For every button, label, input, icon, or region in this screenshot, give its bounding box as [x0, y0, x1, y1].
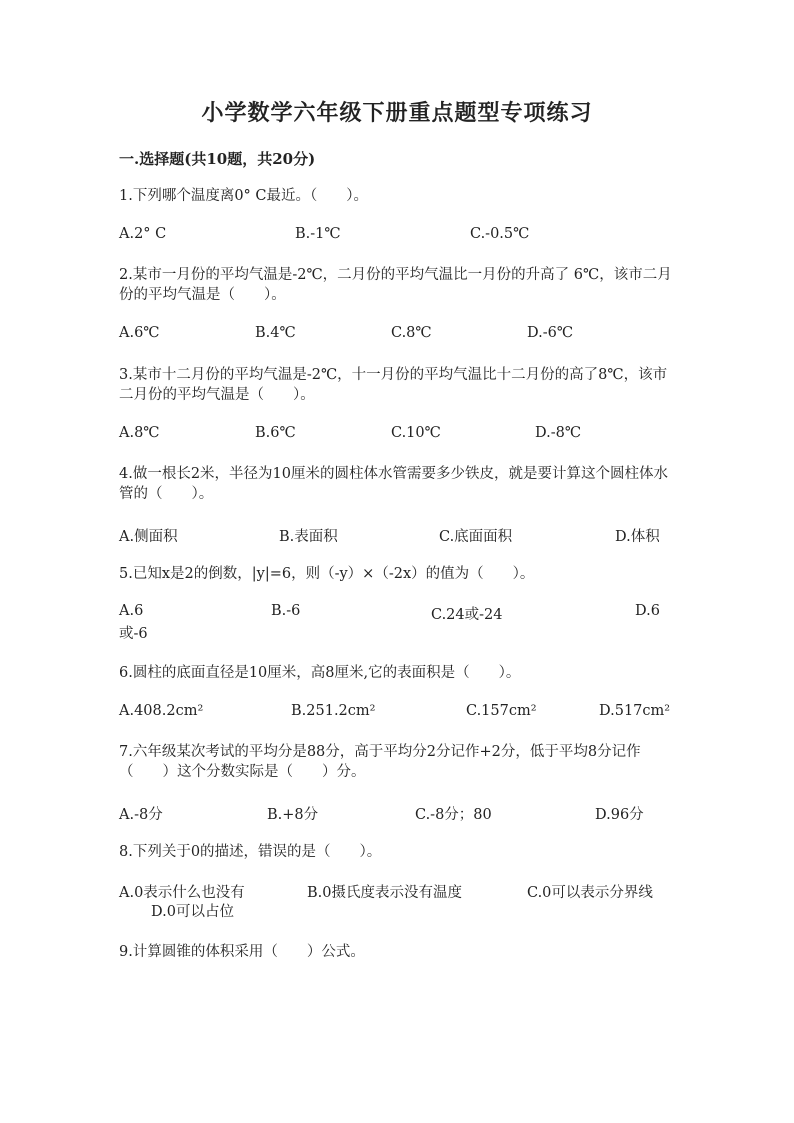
question-3-option-b[interactable]: B.6℃: [255, 425, 296, 441]
question-3-option-c[interactable]: C.10℃: [391, 425, 441, 441]
question-4-option-b[interactable]: B.表面积: [279, 529, 338, 545]
question-5-option-b[interactable]: B.-6: [271, 603, 301, 619]
question-3-stem: 3.某市十二月份的平均气温是-2℃，十一月份的平均气温比十二月份的高了8℃，该市二月份的平均气温是（ ）。: [119, 367, 668, 403]
question-1-stem: 1.下列哪个温度离0° C最近。（ ）。: [119, 188, 369, 204]
question-2-option-d[interactable]: D.-6℃: [527, 325, 574, 341]
question-8-stem: 8.下列关于0的描述，错误的是（ ）。: [119, 844, 382, 860]
question-4-option-d[interactable]: D.体积: [615, 529, 660, 545]
question-8-option-c[interactable]: C.0可以表示分界线: [527, 885, 653, 901]
question-1-option-c[interactable]: C.-0.5℃: [470, 226, 530, 242]
question-2-option-c[interactable]: C.8℃: [391, 325, 432, 341]
question-1-option-b[interactable]: B.-1℃: [295, 226, 341, 242]
question-6-option-d[interactable]: D.517cm²: [599, 703, 671, 719]
question-7-option-a[interactable]: A.-8分: [119, 807, 163, 823]
question-6-option-c[interactable]: C.157cm²: [466, 703, 537, 719]
page-title: 小学数学六年级下册重点题型专项练习: [201, 100, 593, 126]
question-4-option-a[interactable]: A.侧面积: [119, 529, 178, 545]
question-4-option-c[interactable]: C.底面面积: [439, 529, 513, 545]
question-6-stem: 6.圆柱的底面直径是10厘米，高8厘米,它的表面积是（ ）。: [119, 665, 521, 681]
question-7-stem: 7.六年级某次考试的平均分是88分，高于平均分2分记作+2分，低于平均8分记作（ ）这个分数实际是（ ）分。: [119, 744, 641, 780]
question-5-stem: 5.已知x是2的倒数，|y|=6，则（-y）×（-2x）的值为（ ）。: [119, 566, 535, 582]
question-8-option-a[interactable]: A.0表示什么也没有: [119, 885, 245, 901]
question-7-option-b[interactable]: B.+8分: [267, 807, 319, 823]
question-7-options: [119, 803, 679, 823]
question-8-option-d[interactable]: D.0可以占位: [151, 904, 234, 920]
question-8-option-b[interactable]: B.0摄氏度表示没有温度: [307, 885, 462, 901]
question-2-options: [119, 325, 679, 345]
question-2-option-a[interactable]: A.6℃: [119, 325, 160, 341]
question-1-options: [119, 226, 679, 246]
question-5-option-d-wrap: 或-6: [119, 626, 148, 642]
question-5-option-c[interactable]: C.24或-24: [431, 607, 503, 623]
question-7-option-d[interactable]: D.96分: [595, 807, 644, 823]
question-2-option-b[interactable]: B.4℃: [255, 325, 296, 341]
question-5-option-a[interactable]: A.6: [119, 603, 144, 619]
question-1-option-a[interactable]: A.2° C: [119, 226, 167, 242]
question-5-option-d[interactable]: D.6: [635, 603, 660, 619]
question-3-option-a[interactable]: A.8℃: [119, 425, 160, 441]
question-2-stem: 2.某市一月份的平均气温是-2℃，二月份的平均气温比一月份的升高了 6℃，该市二月份的平均气温是（ ）。: [119, 267, 672, 303]
question-7-option-c[interactable]: C.-8分；80: [415, 807, 492, 823]
question-4-stem: 4.做一根长2米，半径为10厘米的圆柱体水管需要多少铁皮，就是要计算这个圆柱体水管的（ ）。: [119, 466, 669, 502]
question-6-option-a[interactable]: A.408.2cm²: [119, 703, 204, 719]
question-6-options: [119, 703, 679, 723]
question-6-option-b[interactable]: B.251.2cm²: [291, 703, 376, 719]
section-heading: 一.选择题(共10题，共20分): [119, 150, 316, 168]
question-3-options: [119, 425, 679, 445]
question-3-option-d[interactable]: D.-8℃: [535, 425, 582, 441]
question-9-stem: 9.计算圆锥的体积采用（ ）公式。: [119, 944, 365, 960]
question-8-options: [119, 881, 679, 901]
question-5-options: [119, 603, 679, 623]
question-4-options: [119, 525, 679, 545]
